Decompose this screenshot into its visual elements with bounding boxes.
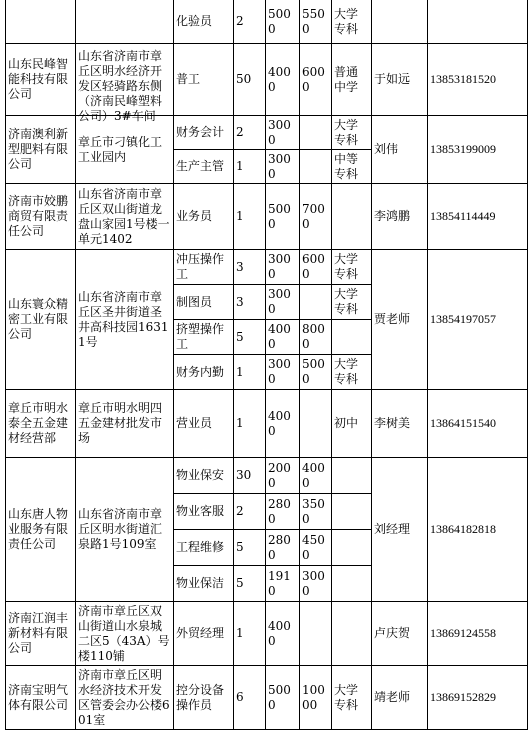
- contact-cell: 于如远: [372, 44, 428, 116]
- position-title-cell: 物业客服: [174, 494, 234, 530]
- education-cell: 普通中学: [332, 44, 372, 116]
- salary-min-cell: 3000: [266, 285, 300, 320]
- company-cell: 山东寰众精密工业有限公司: [6, 250, 76, 390]
- salary-min-cell: 1910: [266, 566, 300, 602]
- phone-cell: [428, 0, 528, 44]
- table-row: [6, 44, 528, 116]
- address-cell: 章丘市明水明四五金建材批发市场: [76, 390, 174, 458]
- position-title-cell: 营业员: [174, 390, 234, 458]
- headcount-cell: 2: [234, 0, 266, 44]
- position-title-cell: 业务员: [174, 184, 234, 250]
- salary-min-cell: 4000: [266, 390, 300, 458]
- salary-min-cell: 4000: [266, 602, 300, 666]
- company-cell: 章丘市明水泰全五金建材经营部: [6, 390, 76, 458]
- salary-min-cell: 3000: [266, 355, 300, 390]
- salary-max-cell: [300, 390, 332, 458]
- salary-max-cell: 5000: [300, 355, 332, 390]
- position-title-cell: 物业保安: [174, 458, 234, 494]
- phone-cell: 13853199009: [428, 116, 528, 184]
- salary-max-cell: 6000: [300, 44, 332, 116]
- headcount-cell: 1: [234, 390, 266, 458]
- salary-max-cell: [300, 116, 332, 150]
- table-row: [6, 250, 528, 285]
- position-title-cell: 财务会计: [174, 116, 234, 150]
- phone-cell: 13864182818: [428, 458, 528, 602]
- education-cell: 大学专科: [332, 250, 372, 285]
- salary-max-cell: 3500: [300, 494, 332, 530]
- company-cell: 济南宝明气体有限公司: [6, 666, 76, 730]
- headcount-cell: 1: [234, 184, 266, 250]
- company-cell: 济南澳利新型肥料有限公司: [6, 116, 76, 184]
- contact-cell: [372, 0, 428, 44]
- contact-cell: 刘伟: [372, 116, 428, 184]
- address-cell: [76, 0, 174, 44]
- table-row: [6, 184, 528, 250]
- headcount-cell: 50: [234, 44, 266, 116]
- salary-min-cell: 5000: [266, 0, 300, 44]
- salary-min-cell: 2800: [266, 530, 300, 566]
- position-title-cell: 普工: [174, 44, 234, 116]
- phone-cell: 13869124558: [428, 602, 528, 666]
- position-title-cell: 生产主管: [174, 150, 234, 184]
- headcount-cell: 2: [234, 494, 266, 530]
- company-cell: 济南市姣鹏商贸有限责任公司: [6, 184, 76, 250]
- salary-max-cell: 4500: [300, 530, 332, 566]
- salary-max-cell: 4000: [300, 458, 332, 494]
- education-cell: [332, 566, 372, 602]
- salary-max-cell: [300, 150, 332, 184]
- table-row: [6, 458, 528, 494]
- address-cell: 山东省济南市章丘区圣井街道圣井高科技园16311号: [76, 250, 174, 390]
- headcount-cell: 1: [234, 150, 266, 184]
- position-title-cell: 财务内勤: [174, 355, 234, 390]
- company-cell: 济南江润丰新材料有限公司: [6, 602, 76, 666]
- phone-cell: 13854114449: [428, 184, 528, 250]
- table-row: [6, 0, 528, 44]
- contact-cell: 刘经理: [372, 458, 428, 602]
- salary-min-cell: 3000: [266, 150, 300, 184]
- position-title-cell: 物业保洁: [174, 566, 234, 602]
- education-cell: [332, 184, 372, 250]
- education-cell: [332, 494, 372, 530]
- company-cell: 山东唐人物业服务有限责任公司: [6, 458, 76, 602]
- contact-cell: 贾老师: [372, 250, 428, 390]
- contact-cell: 靖老师: [372, 666, 428, 730]
- salary-min-cell: 2000: [266, 458, 300, 494]
- address-cell: 山东省济南市章丘区双山街道龙盘山家园1号楼一单元1402: [76, 184, 174, 250]
- headcount-cell: 6: [234, 666, 266, 730]
- salary-min-cell: 5000: [266, 666, 300, 730]
- contact-cell: 卢庆贺: [372, 602, 428, 666]
- salary-min-cell: 2800: [266, 494, 300, 530]
- company-cell: [6, 0, 76, 44]
- salary-max-cell: 3000: [300, 566, 332, 602]
- education-cell: 大学专科: [332, 285, 372, 320]
- phone-cell: 13864151540: [428, 390, 528, 458]
- position-title-cell: 化验员: [174, 0, 234, 44]
- contact-cell: 李树美: [372, 390, 428, 458]
- phone-cell: 13854197057: [428, 250, 528, 390]
- headcount-cell: 30: [234, 458, 266, 494]
- education-cell: [332, 530, 372, 566]
- contact-cell: 李鸿鹏: [372, 184, 428, 250]
- salary-max-cell: [300, 285, 332, 320]
- salary-max-cell: [300, 602, 332, 666]
- headcount-cell: 5: [234, 530, 266, 566]
- salary-max-cell: 5500: [300, 0, 332, 44]
- position-title-cell: 工程维修: [174, 530, 234, 566]
- table-row: [6, 602, 528, 666]
- address-cell: 山东省济南市章丘区明水街道汇泉路1号109室: [76, 458, 174, 602]
- phone-cell: 13853181520: [428, 44, 528, 116]
- education-cell: 大学专科: [332, 0, 372, 44]
- position-title-cell: 挤塑操作工: [174, 320, 234, 355]
- headcount-cell: 2: [234, 116, 266, 150]
- salary-max-cell: 8000: [300, 320, 332, 355]
- position-title-cell: 制图员: [174, 285, 234, 320]
- education-cell: 大学专科: [332, 355, 372, 390]
- salary-min-cell: 5000: [266, 184, 300, 250]
- education-cell: 大学专科: [332, 666, 372, 730]
- headcount-cell: 1: [234, 355, 266, 390]
- education-cell: 中等专科: [332, 150, 372, 184]
- salary-max-cell: 10000: [300, 666, 332, 730]
- company-cell: 山东民峰智能科技有限公司: [6, 44, 76, 116]
- position-title-cell: 冲压操作工: [174, 250, 234, 285]
- headcount-cell: 1: [234, 602, 266, 666]
- education-cell: [332, 458, 372, 494]
- address-cell: [76, 44, 174, 123]
- education-cell: 初中: [332, 390, 372, 458]
- salary-max-cell: 7000: [300, 184, 332, 250]
- salary-min-cell: 4000: [266, 44, 300, 116]
- salary-max-cell: 6000: [300, 250, 332, 285]
- salary-min-cell: 4000: [266, 320, 300, 355]
- position-title-cell: 控分设备操作员: [174, 666, 234, 730]
- education-cell: [332, 602, 372, 666]
- salary-min-cell: 3000: [266, 250, 300, 285]
- headcount-cell: 5: [234, 566, 266, 602]
- phone-cell: 13869152829: [428, 666, 528, 730]
- address-cell: 章丘市刁镇化工工业园内: [76, 116, 174, 184]
- education-cell: 大学专科: [332, 116, 372, 150]
- education-cell: [332, 320, 372, 355]
- job-listing-table: [5, 0, 528, 730]
- address-cell: 济南市章丘区明水经济技术开发区管委会办公楼601室: [76, 666, 174, 730]
- table-row: [6, 390, 528, 458]
- table-row: [6, 666, 528, 730]
- headcount-cell: 5: [234, 320, 266, 355]
- address-cell: 济南市章丘区双山街道山水泉城二区5（43A）号楼110铺: [76, 602, 174, 666]
- address-text: 山东省济南市章丘区明水经济开发区轻骑路东侧（济南民峰塑料公司）3#车间: [78, 48, 163, 123]
- salary-min-cell: 3000: [266, 116, 300, 150]
- headcount-cell: 3: [234, 250, 266, 285]
- headcount-cell: 3: [234, 285, 266, 320]
- position-title-cell: 外贸经理: [174, 602, 234, 666]
